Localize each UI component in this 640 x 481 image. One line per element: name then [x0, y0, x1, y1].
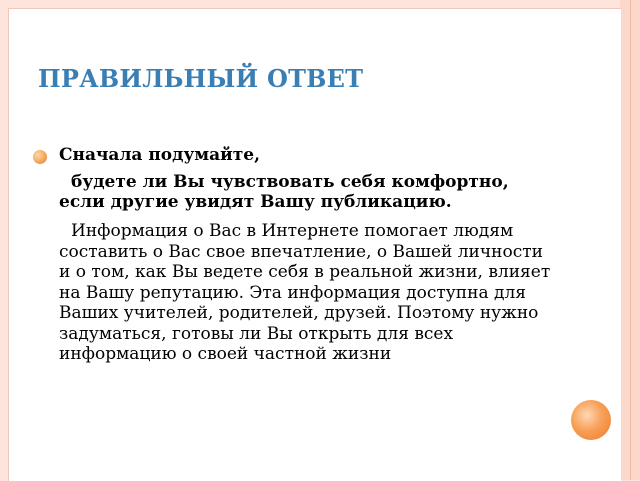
orange-bullet-icon — [33, 150, 47, 164]
bullet-question: будете ли Вы чувствовать себя комфортно, если другие увидят Вашу публикацию. — [59, 172, 509, 212]
slide-inner-line — [630, 0, 631, 480]
orange-circle-decoration — [571, 400, 611, 440]
bullet-content — [59, 145, 559, 365]
slide-title: ПРАВИЛЬНЫЙ ОТВЕТ — [38, 64, 364, 93]
bullet-paragraph: Информация о Вас в Интернете помогает людям составить о Вас свое впечатление, о Вашей личности и о том, как Вы ведете себя в реальной жизни, влияет на Вашу репутацию. Эта информация доступна для Ваших учителей, родителей, друзей. Поэтому нужно задуматься, готовы ли Вы открыть для всех информацию о своей частной жизни — [59, 221, 551, 364]
bullet-heading: Сначала подумайте, — [59, 145, 261, 165]
